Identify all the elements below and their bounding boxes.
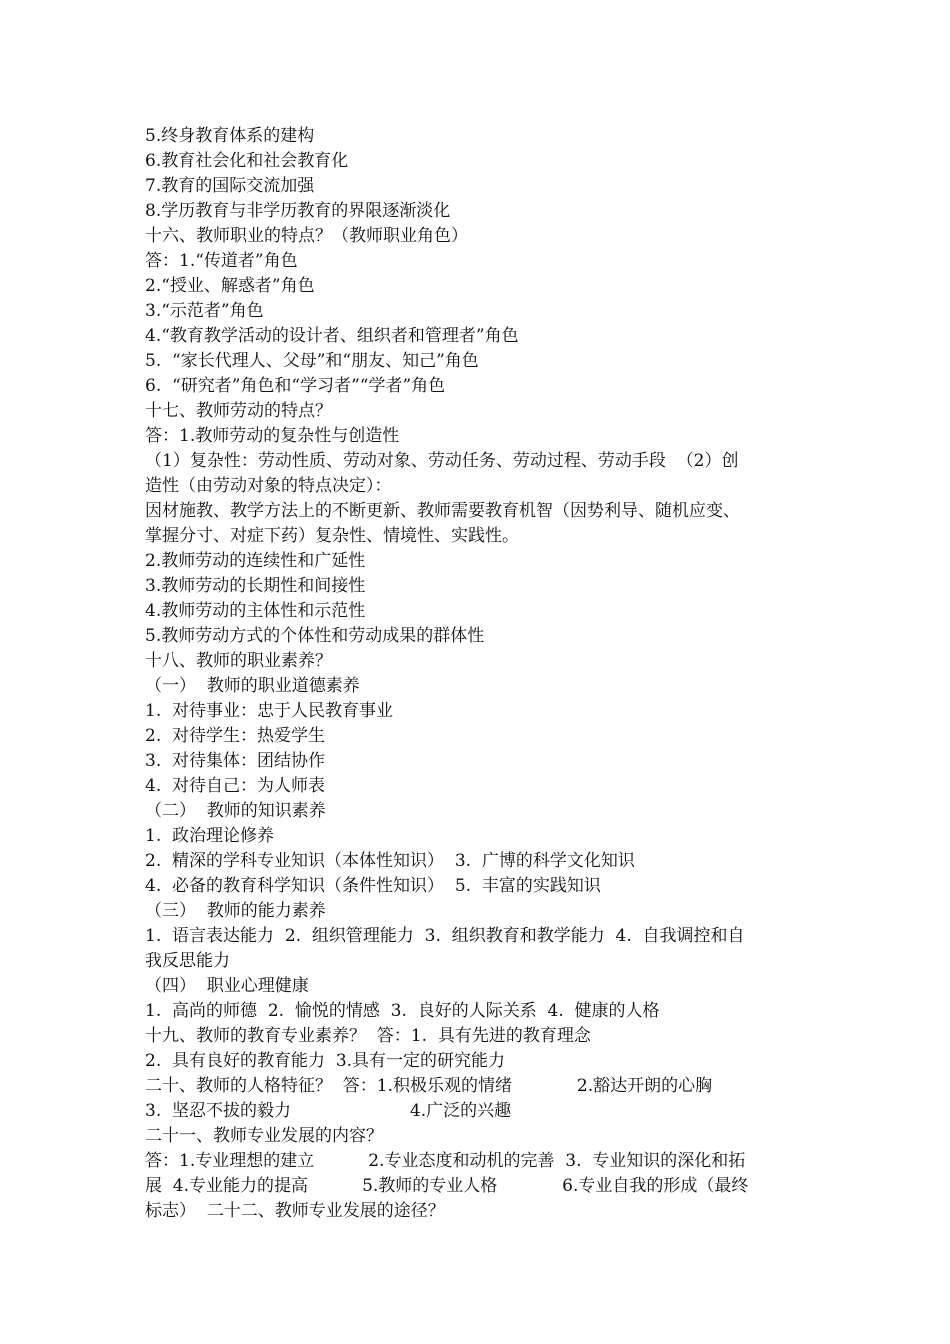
text-line: （1）复杂性：劳动性质、劳动对象、劳动任务、劳动过程、劳动手段 （2）创 — [145, 451, 739, 471]
text-line: 十八、教师的职业素养？ — [145, 651, 332, 671]
text-line: 答：1.专业理想的建立 2.专业态度和动机的完善 3. 专业知识的深化和拓 — [145, 1151, 746, 1171]
text-line: 1. 语言表达能力 2. 组织管理能力 3. 组织教育和教学能力 4. 自我调控和自 — [145, 926, 745, 946]
text-line: 二十一、教师专业发展的内容？ — [145, 1126, 383, 1146]
text-line: 标志） 二十二、教师专业发展的途径？ — [145, 1201, 445, 1221]
text-line: 答：1.“传道者”角色 — [145, 251, 298, 271]
text-line: 1. 政治理论修养 — [145, 826, 275, 846]
text-line: （三） 教师的能力素养 — [145, 901, 326, 921]
text-line: 3.“示范者”角色 — [145, 301, 264, 321]
text-line: 十九、教师的教育专业素养？ 答：1. 具有先进的教育理念 — [145, 1026, 591, 1046]
text-line: 4. 对待自己：为人师表 — [145, 776, 326, 796]
text-line: 4.教师劳动的主体性和示范性 — [145, 601, 366, 621]
text-line: 3. 对待集体：团结协作 — [145, 751, 326, 771]
text-line: 5.终身教育体系的建构 — [145, 126, 315, 146]
text-line: （二） 教师的知识素养 — [145, 801, 326, 821]
text-line: 1. 高尚的师德 2. 愉悦的情感 3. 良好的人际关系 4. 健康的人格 — [145, 1001, 660, 1021]
text-line: 2.“授业、解惑者”角色 — [145, 276, 315, 296]
text-line: 十七、教师劳动的特点？ — [145, 401, 332, 421]
text-line: （一） 教师的职业道德素养 — [145, 676, 360, 696]
text-line: 8.学历教育与非学历教育的界限逐渐淡化 — [145, 201, 451, 221]
text-line: 2. 对待学生：热爱学生 — [145, 726, 326, 746]
text-line: 十六、教师职业的特点？（教师职业角色） — [145, 226, 468, 246]
text-line: 4.“教育教学活动的设计者、组织者和管理者”角色 — [145, 326, 519, 346]
text-line: 3.教师劳动的长期性和间接性 — [145, 576, 366, 596]
text-line: 4. 必备的教育科学知识（条件性知识） 5. 丰富的实践知识 — [145, 876, 601, 896]
text-line: 6.教育社会化和社会教育化 — [145, 151, 349, 171]
text-line: 5.教师劳动方式的个体性和劳动成果的群体性 — [145, 626, 485, 646]
text-line: 6. “研究者”角色和“学习者”“学者”角色 — [145, 376, 446, 396]
text-line: 因材施教、教学方法上的不断更新、教师需要教育机智（因势利导、随机应变、 — [145, 501, 740, 521]
text-line: 2. 精深的学科专业知识（本体性知识） 3. 广博的科学文化知识 — [145, 851, 635, 871]
text-line: 掌握分寸、对症下药）复杂性、情境性、实践性。 — [145, 526, 519, 546]
text-line: 5. “家长代理人、父母”和“朋友、知己”角色 — [145, 351, 479, 371]
text-line: 2.教师劳动的连续性和广延性 — [145, 551, 366, 571]
text-line: 7.教育的国际交流加强 — [145, 176, 315, 196]
text-line: 展 4.专业能力的提高 5.教师的专业人格 6.专业自我的形成（最终 — [145, 1176, 749, 1196]
text-line: 造性（由劳动对象的特点决定）： — [145, 476, 392, 496]
document-body — [145, 124, 835, 1224]
text-line: 2. 具有良好的教育能力 3.具有一定的研究能力 — [145, 1051, 506, 1071]
text-line: 3. 坚忍不拔的毅力 4.广泛的兴趣 — [145, 1101, 512, 1121]
text-line: 1. 对待事业：忠于人民教育事业 — [145, 701, 394, 721]
text-line: （四） 职业心理健康 — [145, 976, 309, 996]
text-line: 答：1.教师劳动的复杂性与创造性 — [145, 426, 400, 446]
text-line: 二十、教师的人格特征？ 答：1.积极乐观的情绪 2.豁达开朗的心胸 — [145, 1076, 713, 1096]
text-line: 我反思能力 — [145, 951, 230, 971]
